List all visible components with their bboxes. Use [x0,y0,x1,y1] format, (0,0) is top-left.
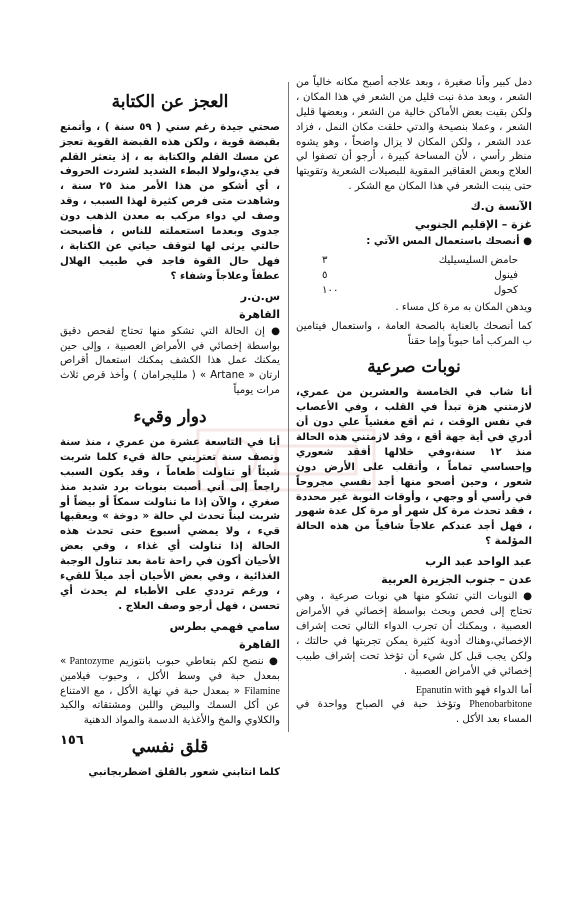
right-column [296,76,532,732]
signature-name: الآنسة ن.ك [470,200,532,214]
formula-quantity: ١٠٠ [322,284,339,296]
formula-ingredient: حامض السليسيليك [438,255,518,267]
drug-latin-name: Filamine [244,685,280,697]
formula-table [296,254,532,299]
formula-row [296,254,532,269]
formula-quantity: ٥ [322,270,328,281]
drug-dose: وتؤخذ حبة في الصباح وواحدة في المساء بعد الأكل . [296,699,532,726]
signature-name: س.ن.ر [240,289,280,303]
page-number: ١٥٦ [60,733,84,748]
signature-name: عبد الواحد عبد الرب [425,555,532,569]
section-heading: دوار وقيء [133,407,207,428]
letter-paragraph: أنا شاب في الخامسة والعشرين من عمري، لازمتني هزة تبدأ في القلب ، وفي الأعصاب في نفس الوقت ، ثم أقع مغشياً علي دون أن أدري في أية جهة أقع ، وقد لازمتني هذه الحالة منذ ١٢ سنة،وفي خلالها أفقد شعوري وإحساسي تماماً ، وأتقلب على الأرض دون شعور ، وحين أصحو منها أجد نفسي مجروحاً في رأسي أو وجهي ، وأوقات النوبة غير محددة ، فقد تحدث مرة كل شهر أو مرة كل عدة شهور ، فهل أجد عندكم علاجاً شافياً من هذه الحالة المؤلمة ؟ [296,387,532,548]
drug-latin-name: Epanutin with [415,684,473,696]
reply-paragraph: ويدهن المكان به مرة كل مساء . [395,301,532,313]
reply-text: » بمعدل حبة في وسط الأكل ، وحبوب فيلامين [60,655,280,682]
column-divider [288,82,289,732]
formula-row [296,284,532,299]
letter-paragraph: صحتي جيدة رغم سني ( ٥٩ سنة ) ، وأتمتع بقبضة قوية ، ولكن هذه القبضة القوية تعجز عن مسك القلم والكتابة به ، إذ يتعثر القلم في يدي،ولولا البطء الشديد لشردت الحروف ، أي أشكو من هذا الأمر منذ ٢٥ سنة ، وشاهدت متى فرص كثيرة لهذا السبب ، وقد وصف لي دواء مركب به معدن الذهب دون جدوى وبعدما استعملته للناس ، فأصبحت حالتي يرثى لها لتوقف حياتي عن الكتابة ، فهل حال القوة فاجد في طبيب الهلال عطفاً وعلاجاً وشفاء ؟ [60,121,280,282]
reply-text: « بمعدل حبة في نهاية الأكل ، مع الامتناع عن أكل السمك والبيض واللبن ومشتقاته والكبد والكلاوي والمخ والأغذية الدسمة والمواد الدهنية [60,685,280,727]
signature-place: غزة – الإقليم الجنوبي [414,218,532,232]
formula-quantity: ٣ [322,255,328,267]
section-heading: نوبات صرعية [367,357,461,378]
drug-latin-name: Pantozyme [69,655,114,667]
letter-paragraph: كلما انتابني شعور بالقلق اضطربجانبي [88,767,280,779]
reply-intro: ● أنصحك باستعمال المس الآتي : [366,236,532,248]
letter-paragraph: أنا في التاسعة عشرة من عمري ، منذ سنة ونصف سنة تعتريني حالة قيء كلما شربت شيئاً أو تناولت طعاماً ، وقد يكون السبب راجعاً إلى أني أصبت بنوبات برد شديد منذ صغري ، والآن إذا ما تناولت سمكاً أو بيضاً أو شربت لبناً تحدث لي حالة « دوخة » ويعقبها قيء ، ولا يمضي أسبوع حتى تحدث هذه الحالة إذا تناولت أي غذاء ، وفي بعض الأحيان أكون في راحة تامة بعد تناول الوجبة الغذائية ، وفي بعض الأحيان أجد ميلاً للقيء ، ورغم ترددي على الأطباء لم يحدث أي تحسن ، فهل أرجو وصف العلاج . [60,436,280,612]
section-heading: قلق نفسي [131,737,209,758]
section-heading: العجز عن الكتابة [111,92,229,112]
drug-intro: أما الدواء فهو [475,684,532,696]
reply-paragraph [60,655,280,729]
signature-place: القاهرة [239,637,280,651]
drug-latin-name: Phenobarbitone [469,699,532,711]
formula-row [296,269,532,284]
formula-ingredient: كحول [493,284,518,296]
reply-text: ● ننصح لكم بتعاطي حبوب بانتوزيم [119,655,280,667]
signature-name: سامي فهمي بطرس [169,619,280,633]
left-column [60,84,280,785]
signature-place: القاهرة [239,307,280,321]
reply-paragraph: ● إن الحالة التي تشكو منها تحتاج لفحص دقيق بواسطة إخصائي في الأمراض العصبية ، وإلى حين يمكنك عمل هذا الكشف يمكنك استعمال أقراص ارتان « Artane » ( ملليجرامان ) وأخذ قرص ثلاث مرات يومياً [60,325,280,397]
letter-paragraph: دمل كبير وأنا صغيرة ، وبعد علاجه أصبح مكانه خالياً من الشعر ، وبعد مدة نبت قليل من الشعر في هذا المكان ، ولكن بقيت بعض الأماكن خالية من الشعر ، وبعضها قليل الشعر ، وعملا بنصيحة والدتي حلقت مكان النمل ، فزاد عدد الشعر ، ولكن المكان لا يزال واضحاً ، وهو يشوه منظر رأسي ، لأن المساحة كبيرة ، أرجو أن تصفوا لي العلاج وبعض العقاقير المقوية للبصيلات الشعرية وتقويتها حتى ينبت الشعر في هذا المكان مع الشكر . [296,77,532,193]
formula-ingredient: فينول [494,270,518,281]
drug-line [296,684,532,729]
signature-place: عدن – جنوب الجزيرة العربية [381,573,532,587]
reply-paragraph: كما أنصحك بالعناية بالصحة العامة ، واستعمال فيتامين ب المركب أما حبوباً وإما حقناً [296,320,532,347]
reply-paragraph: ● النوبات التي تشكو منها هي نوبات صرعية ، وهي تحتاج إلى فحص وبحث بواسطة إخصائي في الأمراض العصبية ، ويمكنك أن تجرب الدواء التالي تحت إشراف الإخصائي،وهناك أدوية كثيرة يمكن تجربتها في حالتك ، ولكن يجب قبل كل شيء أن تؤخذ تحت إشراف طبيب إخصائي في الأمراض العصبية . [296,591,532,677]
